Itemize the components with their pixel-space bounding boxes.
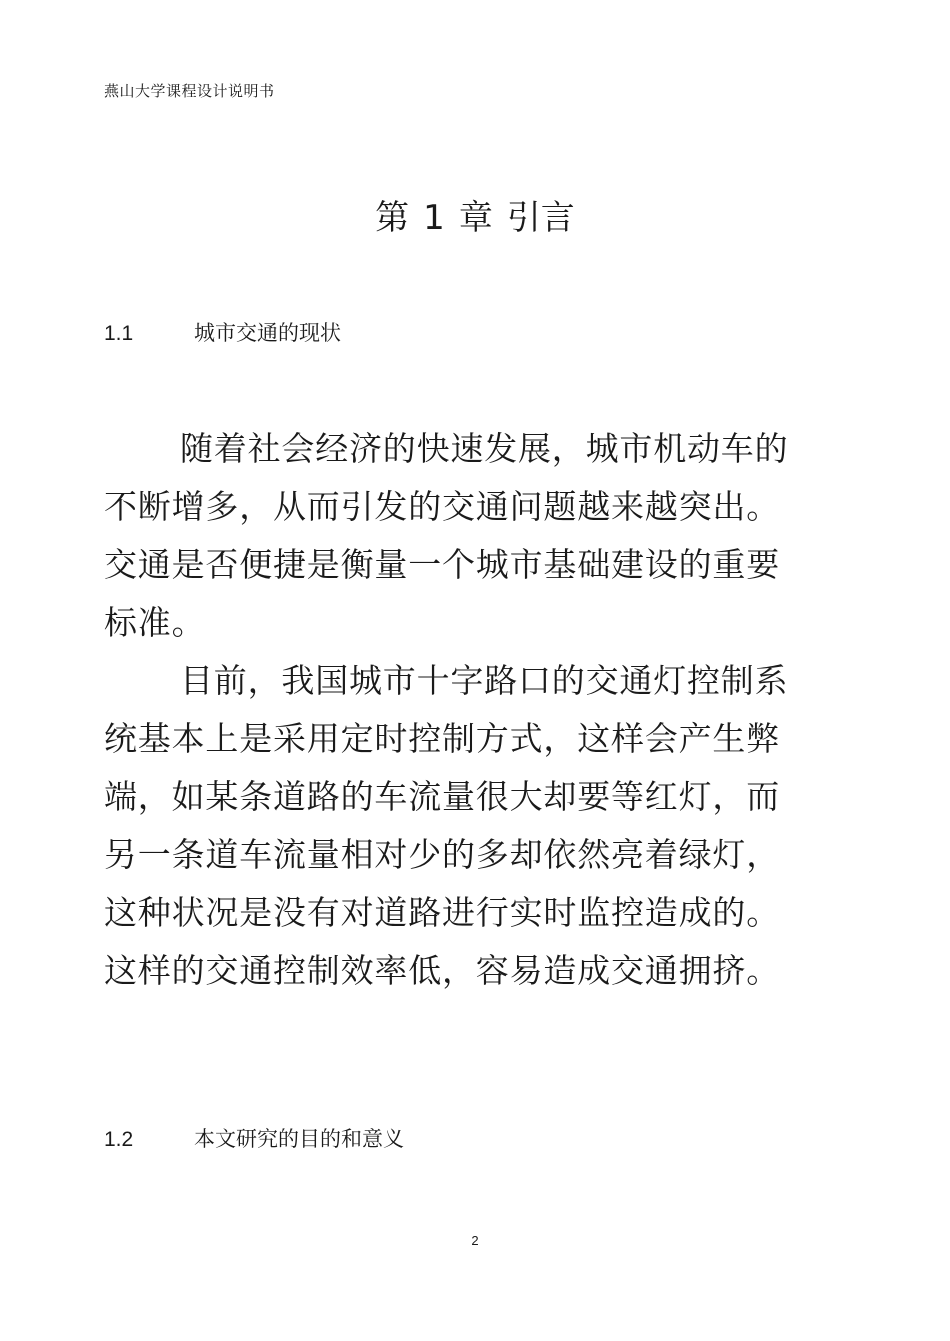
- paragraph-line: 标准。: [104, 603, 206, 642]
- paragraph-line: 另一条道车流量相对少的多却依然亮着绿灯，: [104, 835, 780, 874]
- paragraph-line: 目前，我国城市十字路口的交通灯控制系: [180, 661, 789, 700]
- chapter-number: 1: [423, 198, 445, 238]
- page-number: 2: [471, 1233, 479, 1248]
- paragraph-line: 端，如某条道路的车流量很大却要等红灯，而: [104, 777, 780, 816]
- section-heading-1-1: [104, 318, 341, 349]
- paragraph-line: 统基本上是采用定时控制方式，这样会产生弊: [104, 719, 780, 758]
- chapter-name: 引言: [506, 198, 575, 238]
- chapter-label-suffix: 章: [458, 198, 493, 238]
- chapter-label-prefix: 第: [375, 198, 410, 238]
- paragraph-line: 交通是否便捷是衡量一个城市基础建设的重要: [104, 545, 780, 584]
- paragraph-line: 不断增多，从而引发的交通问题越来越突出。: [104, 487, 780, 526]
- paragraph-line: 这种状况是没有对道路进行实时监控造成的。: [104, 893, 780, 932]
- body-paragraph-1: [104, 420, 804, 652]
- section-title: 城市交通的现状: [194, 321, 341, 345]
- paragraph-line: 这样的交通控制效率低，容易造成交通拥挤。: [104, 951, 780, 990]
- section-heading-1-2: [104, 1124, 404, 1155]
- body-paragraph-2: [104, 652, 804, 1000]
- running-header: 燕山大学课程设计说明书: [104, 82, 275, 100]
- section-title: 本文研究的目的和意义: [194, 1127, 404, 1151]
- paragraph-line: 随着社会经济的快速发展，城市机动车的: [180, 429, 789, 468]
- section-number: 1.2: [104, 1128, 134, 1151]
- section-number: 1.1: [104, 322, 134, 345]
- chapter-title: [0, 194, 950, 242]
